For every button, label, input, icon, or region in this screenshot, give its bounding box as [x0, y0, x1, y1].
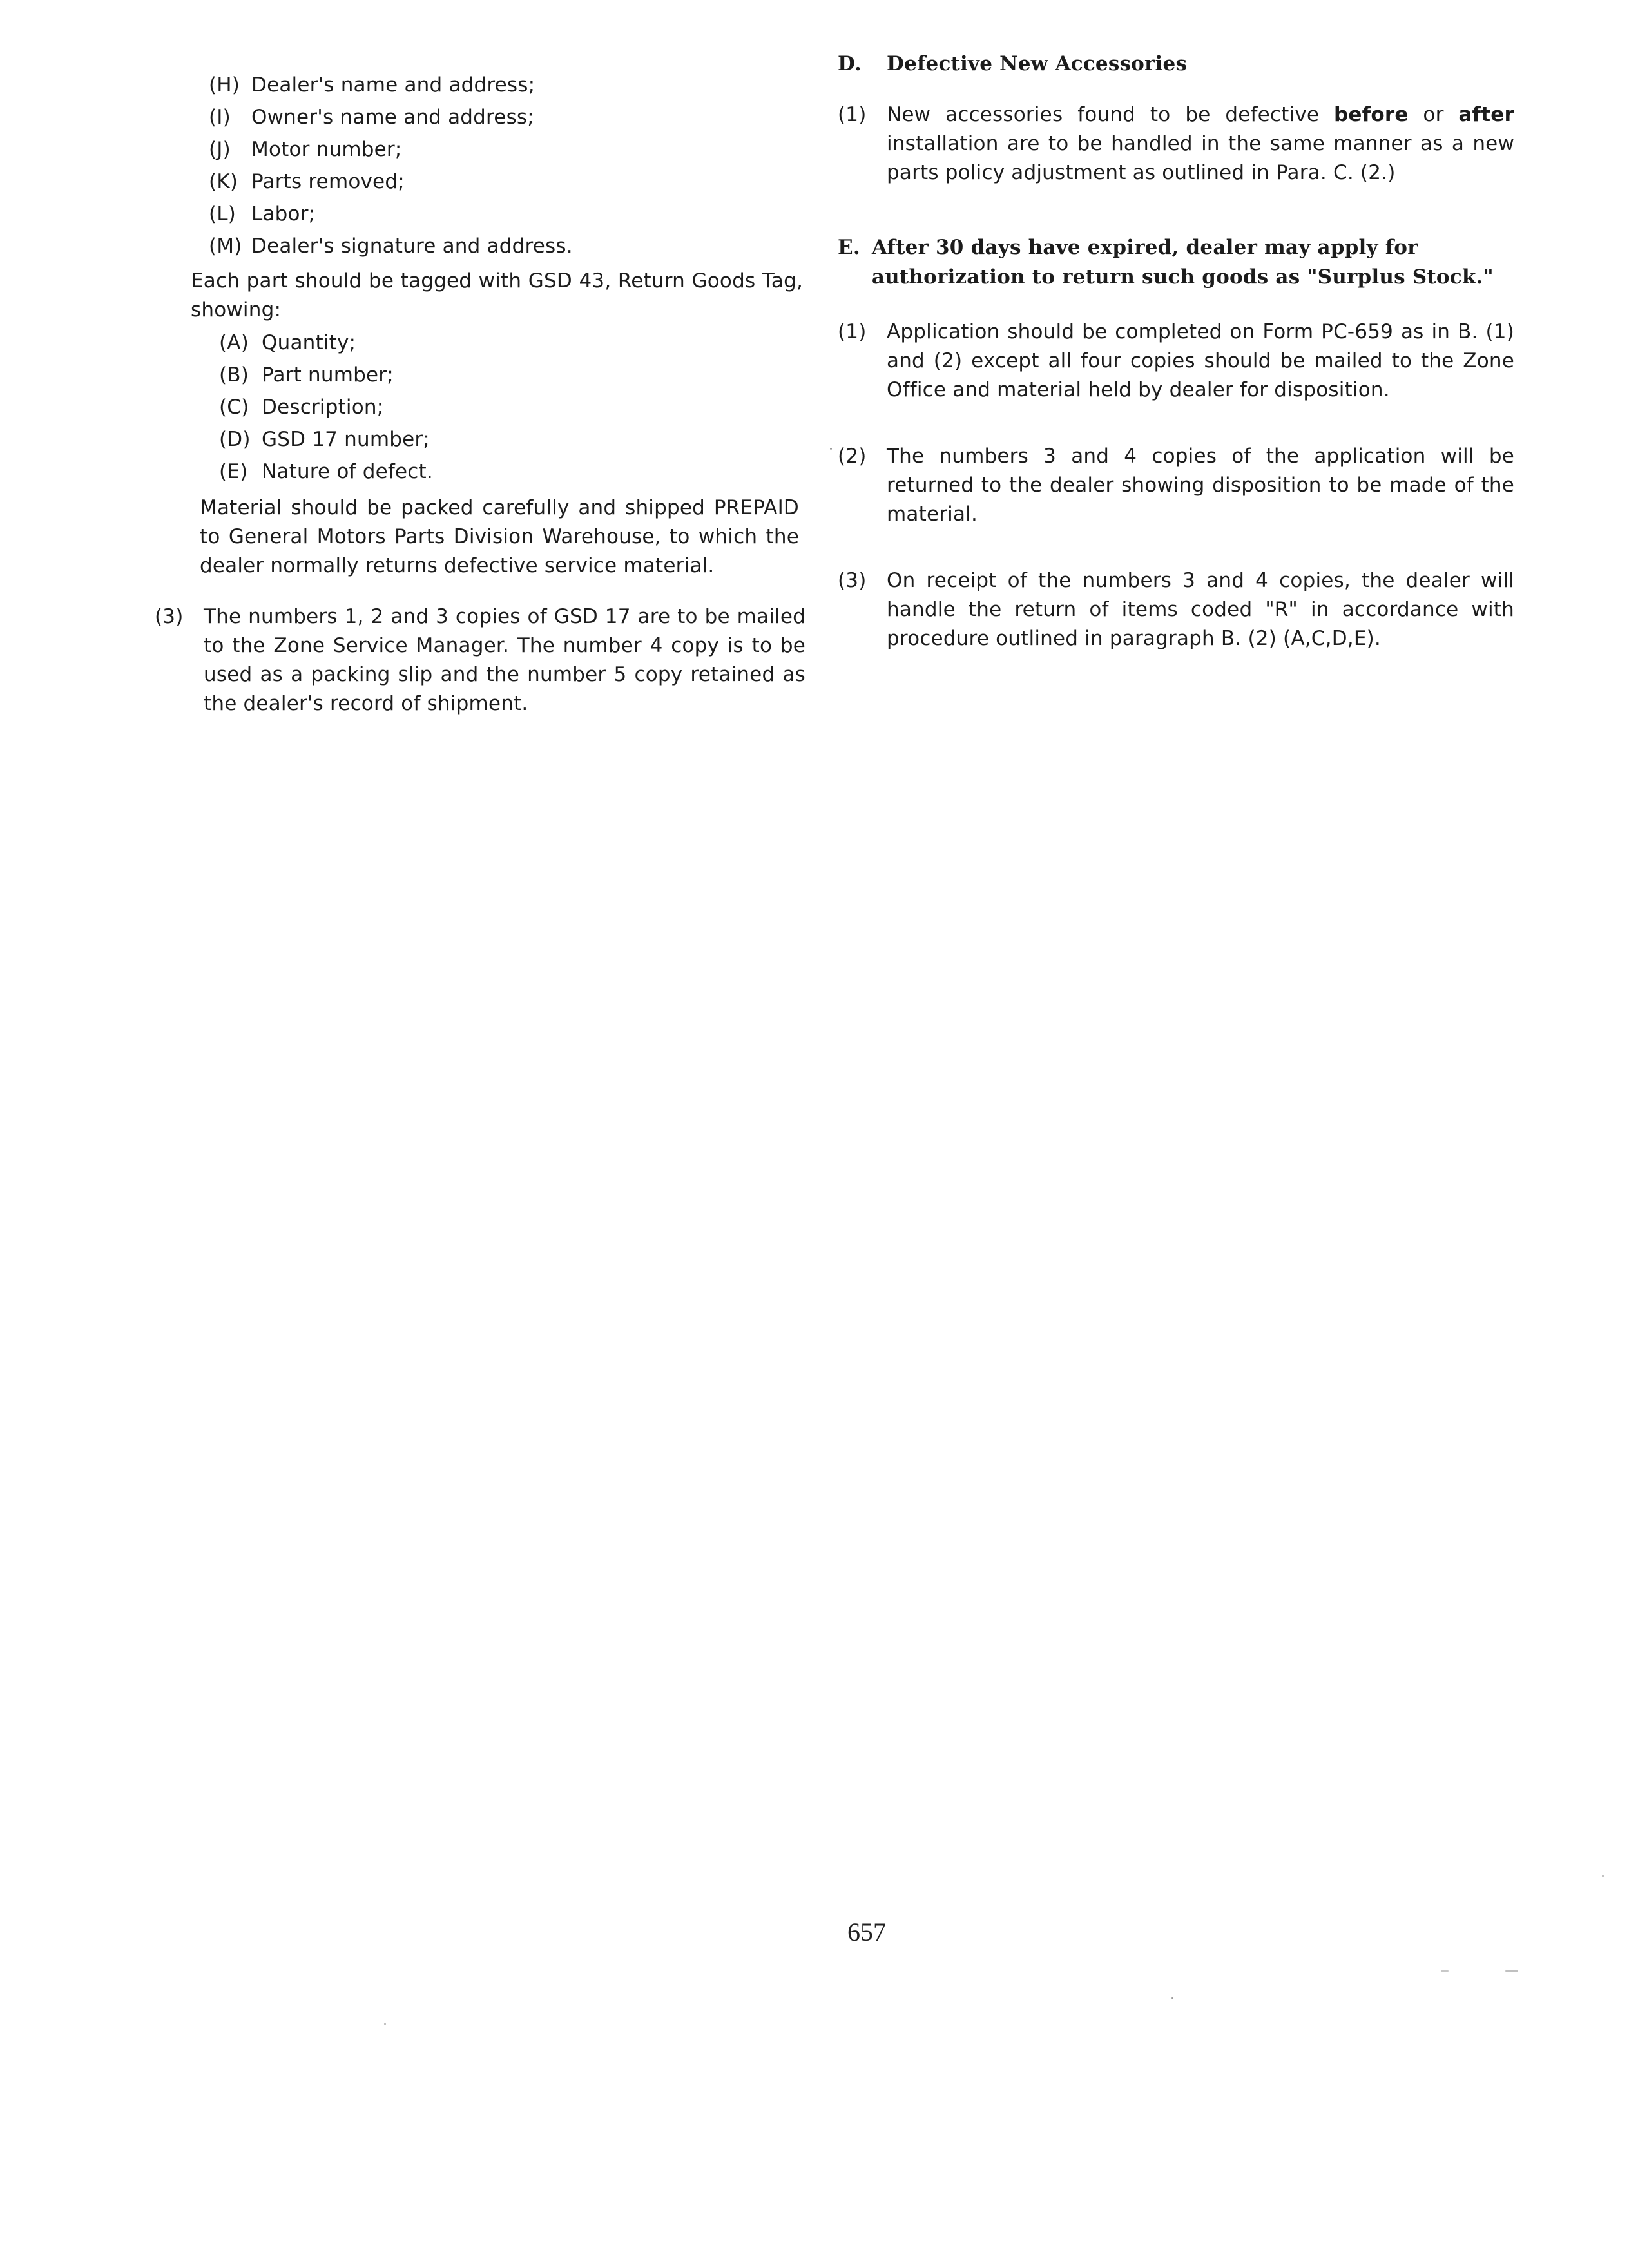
item-text: On receipt of the numbers 3 and 4 copies, the dealer will handle the return of items coded "R" in accordance with procedure outlined in paragraph B. (2) (A,C,D,E).: [887, 569, 1514, 650]
list-item-text: Parts removed;: [251, 170, 405, 193]
list-item-text: Description;: [262, 396, 384, 419]
list-item-label: (A): [219, 331, 249, 354]
section-e-heading: [838, 233, 1514, 292]
item-number: (1): [838, 320, 867, 343]
list-item-text: Quantity;: [262, 331, 356, 354]
list-item: [209, 200, 805, 232]
section-title: After 30 days have expired, dealer may apply for authorization to return such goods as "Surplus Stock.": [871, 236, 1494, 289]
list-item-text: Dealer's name and address;: [251, 73, 535, 97]
list-item: [219, 329, 805, 361]
material-paragraph: Material should be packed carefully and shipped PREPAID to General Motors Parts Division Warehouse, to which the dealer normally returns defective service material.: [200, 496, 799, 577]
scan-speck: [384, 2023, 386, 2025]
list-item-text: Owner's name and address;: [251, 106, 534, 129]
list-item-text: Motor number;: [251, 138, 402, 161]
list-item: [209, 135, 805, 168]
list-item: [209, 232, 805, 264]
list-item: [209, 168, 805, 200]
list-item-text: Dealer's signature and address.: [251, 235, 573, 258]
list-item-label: (K): [209, 170, 238, 193]
item-3-left: [155, 602, 805, 718]
section-e-item-3: [838, 566, 1514, 653]
scan-speck: [1602, 1875, 1604, 1877]
scan-speck: [1441, 1970, 1449, 1972]
item-number: (3): [155, 605, 184, 628]
list-item-label: (E): [219, 460, 248, 483]
list-item-label: (I): [209, 106, 231, 129]
scan-speck: [1171, 1997, 1173, 1999]
list-item-label: (H): [209, 73, 240, 97]
list-item-label: (B): [219, 363, 249, 387]
list-item: [219, 393, 805, 425]
left-column: [155, 71, 805, 718]
list-item-text: Part number;: [262, 363, 394, 387]
list-item: [219, 425, 805, 457]
section-letter: D.: [838, 52, 862, 75]
list-a-to-e: [219, 329, 805, 490]
list-item: [219, 457, 805, 490]
item-text: The numbers 1, 2 and 3 copies of GSD 17 are to be mailed to the Zone Service Manager. The number 4 copy is to be used as a packing slip and the number 5 copy retained as the dealer's record of shipment.: [204, 605, 805, 715]
list-item-label: (M): [209, 235, 242, 258]
item-text: New accessories found to be defective before or after installation are to be handled in the same manner as a new parts policy adjustment as outlined in Para. C. (2.): [887, 103, 1514, 184]
item-text: The numbers 3 and 4 copies of the application will be returned to the dealer showing disposition to be made of the material.: [887, 445, 1514, 526]
list-item: [209, 103, 805, 135]
tag-paragraph: Each part should be tagged with GSD 43, Return Goods Tag, showing:: [191, 269, 803, 322]
scan-speck: [1505, 1970, 1518, 1972]
list-item-text: Labor;: [251, 202, 316, 226]
section-title: Defective New Accessories: [887, 52, 1188, 75]
scan-speck: [830, 448, 832, 450]
section-d-heading: [838, 49, 1514, 79]
list-item-label: (C): [219, 396, 249, 419]
list-item-label: (L): [209, 202, 236, 226]
list-item-label: (D): [219, 428, 251, 451]
item-text: Application should be completed on Form PC-659 as in B. (1) and (2) except all four copies should be mailed to the Zone Office and material held by dealer for disposition.: [887, 320, 1514, 401]
section-letter: E.: [838, 236, 860, 259]
list-item-text: Nature of defect.: [262, 460, 433, 483]
right-column: [838, 49, 1514, 653]
item-number: (1): [838, 103, 867, 126]
list-item: [209, 71, 805, 103]
list-item: [219, 361, 805, 393]
list-h-to-m: [209, 71, 805, 264]
item-number: (2): [838, 445, 867, 468]
list-item-text: GSD 17 number;: [262, 428, 430, 451]
section-d-item-1: [838, 101, 1514, 187]
item-number: (3): [838, 569, 867, 592]
section-e-item-1: [838, 318, 1514, 405]
section-e-item-2: [838, 442, 1514, 529]
list-item-label: (J): [209, 138, 231, 161]
page-number: 657: [847, 1917, 886, 1946]
